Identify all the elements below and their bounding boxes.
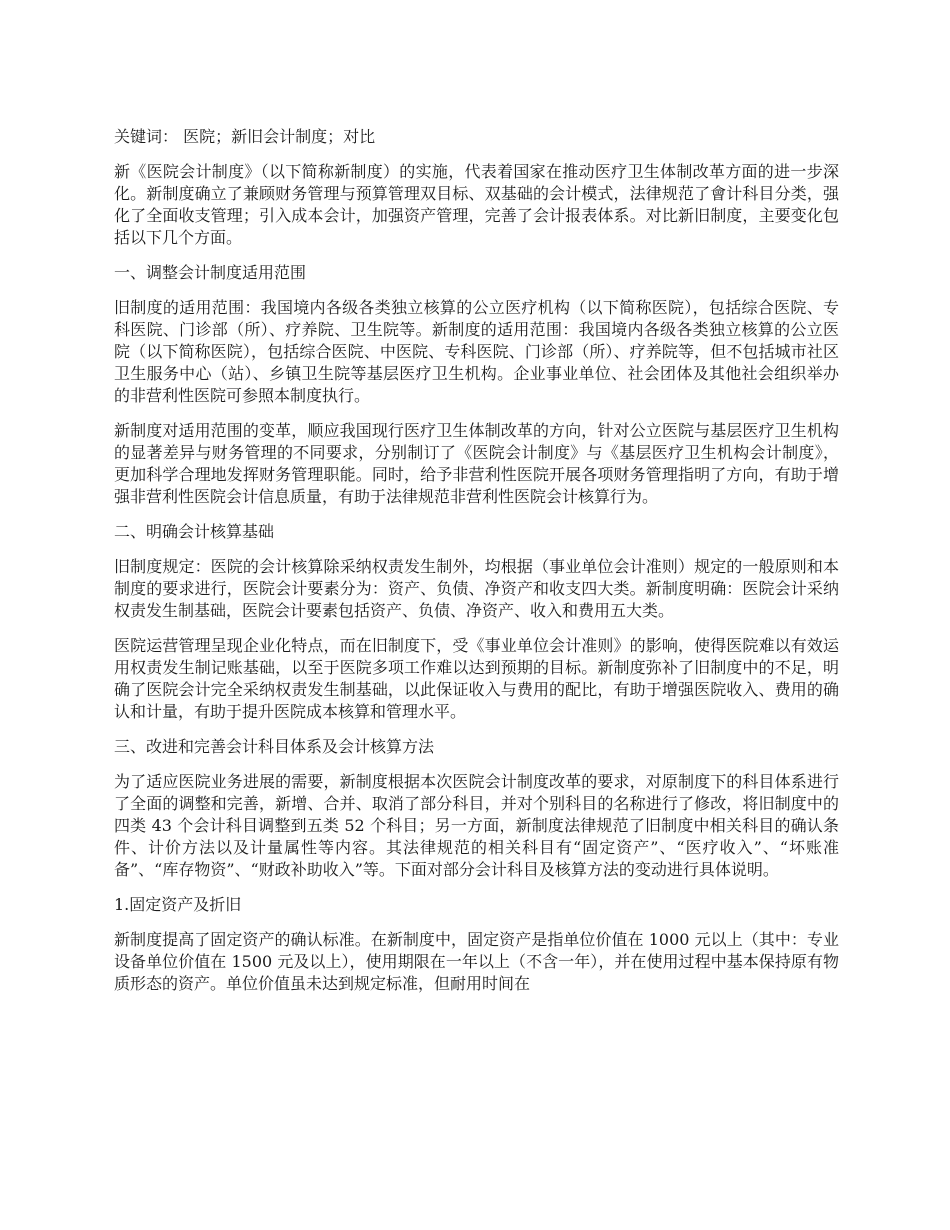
intro-paragraph: 新《医院会计制度》（以下简称新制度）的实施，代表着国家在推动医疗卫生体制改革方面的进一步深化。新制度确立了兼顾财务管理与预算管理双目标、双基础的会计模式，法律规范了會计科目分类，强化了全面收支管理；引入成本会计，加强资产管理，完善了会计报表体系。对比新旧制度，主要变化包括以下几个方面。 (114, 162, 839, 247)
subsection-1-heading: 1.固定资产及折旧 (114, 895, 242, 914)
section-2-paragraph-2: 医院运营管理呈现企业化特点，而在旧制度下，受《事业单位会计准则》的影响，使得医院难以有效运用权责发生制记账基础，以至于医院多项工作难以达到预期的目标。新制度弥补了旧制度中的不足，明确了医院会计完全采纳权责发生制基础，以此保证收入与费用的配比，有助于增强医院收入、费用的确认和计量，有助于提升医院成本核算和管理水平。 (114, 636, 839, 721)
section-3-paragraph-1: 为了适应医院业务进展的需要，新制度根据本次医院会计制度改革的要求，对原制度下的科目体系进行了全面的调整和完善，新增、合并、取消了部分科目，并对个别科目的名称进行了修改，将旧制度中的四类 43 个会计科目调整到五类 52 个科目；另一方面，新制度法律规范了旧制度中相关科目的确认条件、计价方法以及计量属性等内容。其法律规范的相关科目有“固定资产”、“医疗收入”、“坏账准备”、“库存物资”、“财政补助收入”等。下面对部分会计科目及核算方法的变动进行具体说明。 (114, 772, 839, 879)
section-1-heading: 一、调整会计制度适用范围 (114, 263, 307, 282)
keywords-line: 关键词： 医院；新旧会计制度；对比 (114, 127, 376, 146)
section-3-heading: 三、改进和完善会计科目体系及会计核算方法 (114, 737, 435, 756)
section-1-paragraph-2: 新制度对适用范围的变革，顺应我国现行医疗卫生体制改革的方向，针对公立医院与基层医疗卫生机构的显著差异与财务管理的不同要求，分别制订了《医院会计制度》与《基层医疗卫生机构会计制度》，更加科学合理地发挥财务管理职能。同时，给予非营利性医院开展各项财务管理指明了方向，有助于增强非营利性医院会计信息质量，有助于法律规范非营利性医院会计核算行为。 (114, 421, 839, 506)
section-1-paragraph-1: 旧制度的适用范围：我国境内各级各类独立核算的公立医疗机构（以下简称医院），包括综合医院、专科医院、门诊部（所）、疗养院、卫生院等。新制度的适用范围：我国境内各级各类独立核算的公立医院（以下简称医院），包括综合医院、中医院、专科医院、门诊部（所）、疗养院等，但不包括城市社区卫生服务中心（站）、乡镇卫生院等基层医疗卫生机构。企业事业单位、社会团体及其他社会组织举办的非营利性医院可参照本制度执行。 (114, 298, 839, 405)
section-2-heading: 二、明确会计核算基础 (114, 522, 275, 541)
document-body (114, 126, 839, 1008)
section-2-paragraph-1: 旧制度规定：医院的会计核算除采纳权责发生制外，均根据（事业单位会计准则）规定的一般原则和本制度的要求进行，医院会计要素分为：资产、负债、净资产和收支四大类。新制度明确：医院会计采纳权责发生制基础，医院会计要素包括资产、负债、净资产、收入和费用五大类。 (114, 557, 839, 620)
subsection-1-paragraph-1: 新制度提高了固定资产的确认标准。在新制度中，固定资产是指单位价值在 1000 元以上（其中：专业设备单位价值在 1500 元及以上），使用期限在一年以上（不含一年），并在使用过程中基本保持原有物质形态的资产。单位价值虽未达到规定标准，但耐用时间在 (114, 930, 839, 993)
